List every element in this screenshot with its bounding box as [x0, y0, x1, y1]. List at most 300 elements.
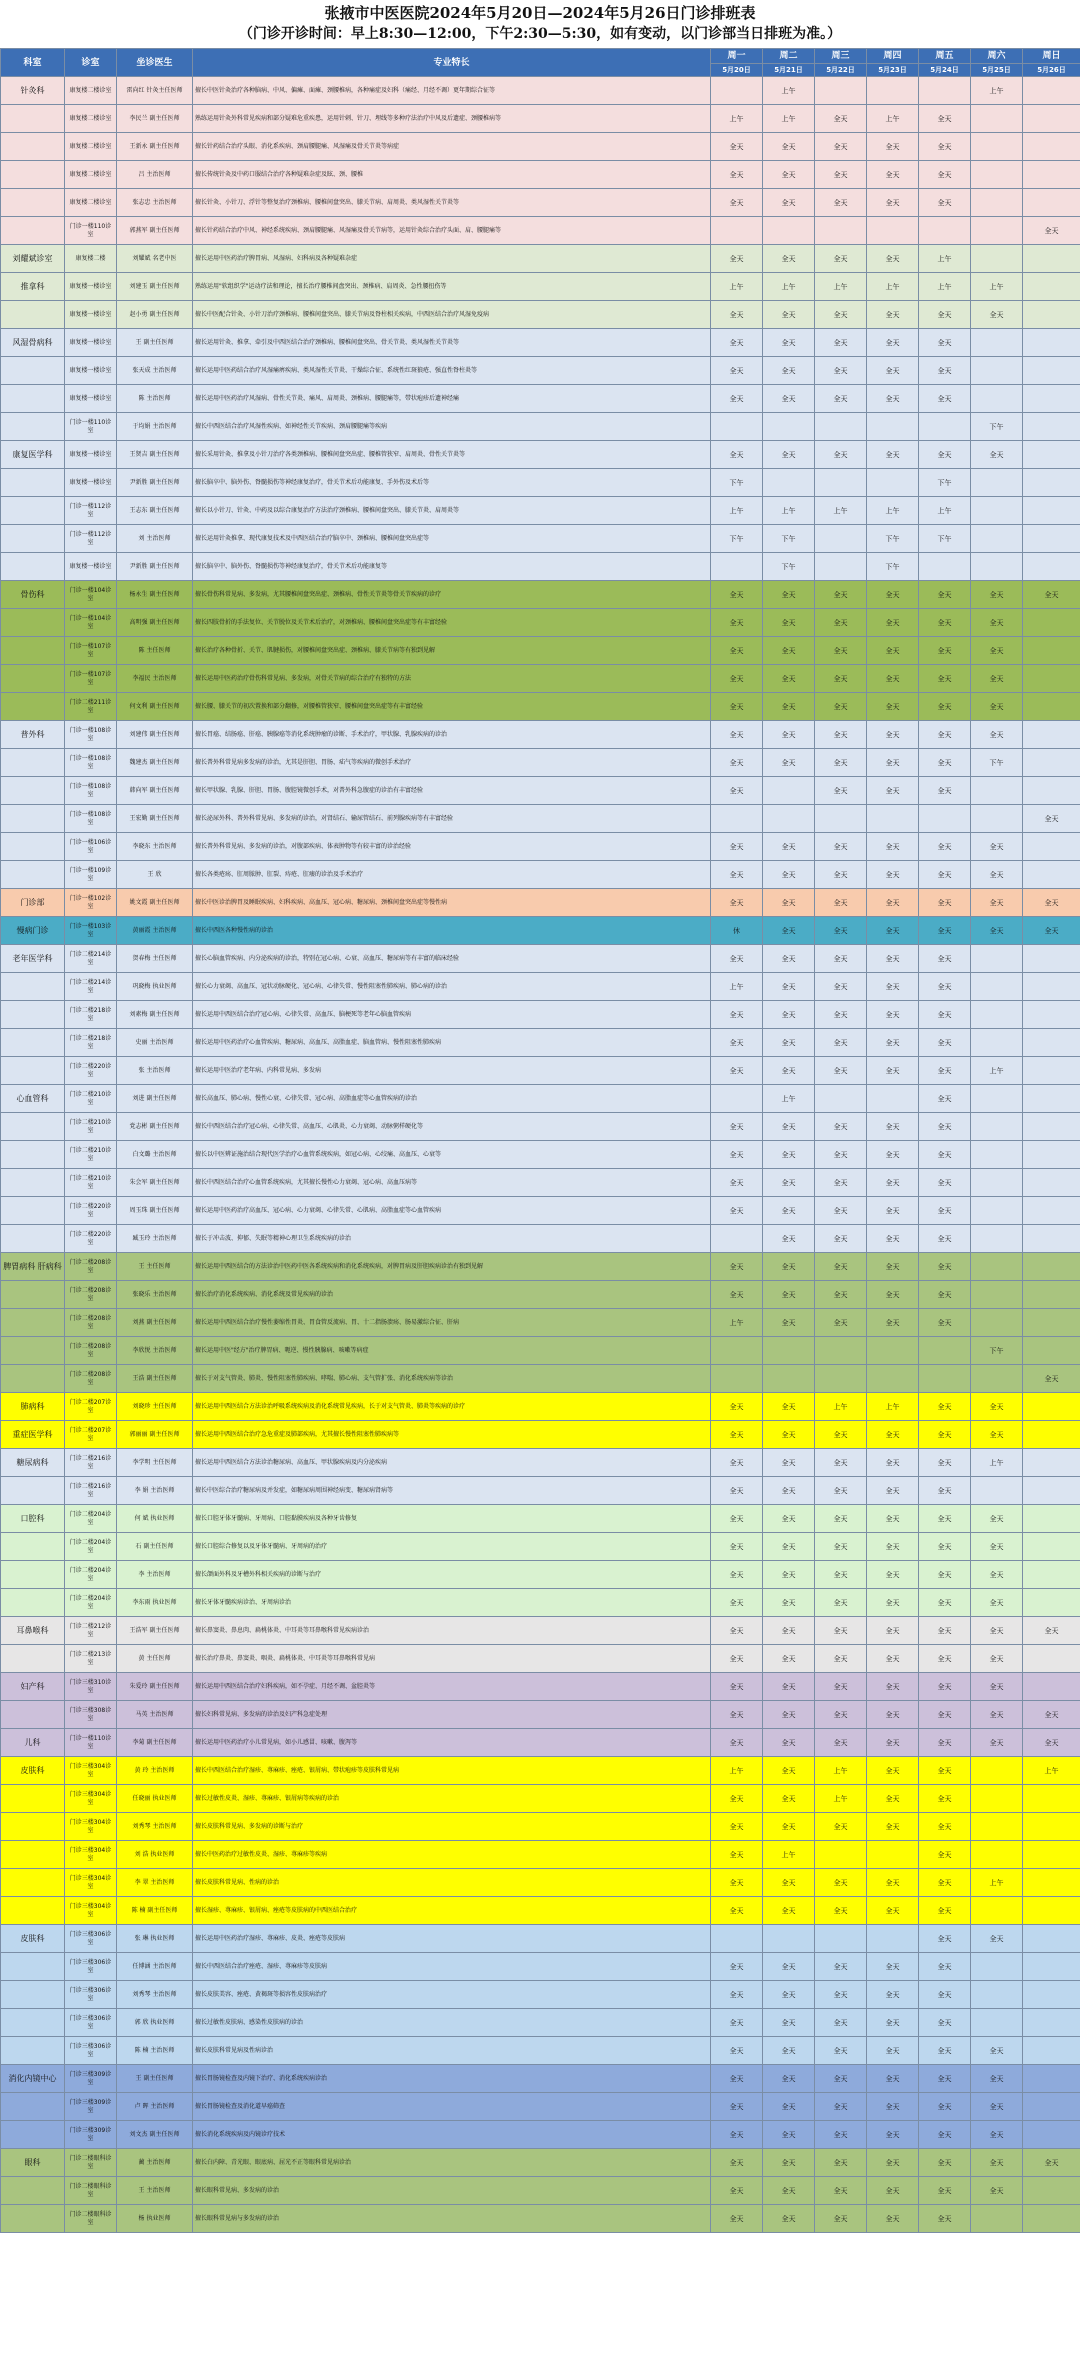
- room-cell: 门诊一楼108诊室: [65, 777, 117, 805]
- schedule-cell: [1023, 1029, 1080, 1057]
- schedule-cell: [815, 525, 867, 553]
- doctor-cell: 任博涵 主治医师: [117, 1953, 193, 1981]
- schedule-cell: 全天: [815, 1001, 867, 1029]
- schedule-cell: 全天: [711, 945, 763, 973]
- dept-cell: 口腔科: [1, 1505, 65, 1533]
- schedule-cell: 全天: [763, 1785, 815, 1813]
- schedule-cell: 全天: [815, 1421, 867, 1449]
- schedule-cell: [971, 1953, 1023, 1981]
- header-date: 5月26日: [1023, 64, 1080, 77]
- specialty-cell: 擅长以中医辨证施治结合现代医学治疗心血管系统疾病，如冠心病、心绞痛、高血压、心衰等: [193, 1141, 711, 1169]
- schedule-cell: 全天: [815, 1169, 867, 1197]
- doctor-cell: 王浩 副主任医师: [117, 1365, 193, 1393]
- room-cell: 康复楼一楼诊室: [65, 469, 117, 497]
- room-cell: 门诊三楼304诊室: [65, 1841, 117, 1869]
- schedule-cell: 全天: [919, 2205, 971, 2233]
- doctor-cell: 王 主治医师: [117, 2177, 193, 2205]
- header-weekday: 周日: [1023, 49, 1080, 64]
- specialty-cell: 擅长于对支气管炎、肺炎、慢性阻塞性肺疾病、哮喘、肺心病、支气管扩张、消化系统疾病等诊治: [193, 1365, 711, 1393]
- page-header: [0, 0, 1080, 48]
- schedule-cell: [1023, 1953, 1080, 1981]
- table-row: [1, 1925, 1080, 1953]
- table-row: [1, 1449, 1080, 1477]
- schedule-cell: 全天: [763, 693, 815, 721]
- room-cell: 门诊二楼204诊室: [65, 1533, 117, 1561]
- schedule-cell: [1023, 1925, 1080, 1953]
- schedule-cell: 全天: [919, 1841, 971, 1869]
- schedule-cell: 全天: [919, 1169, 971, 1197]
- table-row: [1, 1225, 1080, 1253]
- schedule-cell: [763, 1337, 815, 1365]
- schedule-cell: 全天: [711, 581, 763, 609]
- room-cell: 门诊三楼306诊室: [65, 1953, 117, 1981]
- header-weekday: 周二: [763, 49, 815, 64]
- schedule-cell: [971, 805, 1023, 833]
- schedule-cell: [919, 553, 971, 581]
- schedule-cell: [763, 469, 815, 497]
- schedule-cell: 全天: [919, 357, 971, 385]
- schedule-cell: [971, 161, 1023, 189]
- schedule-cell: 全天: [815, 581, 867, 609]
- schedule-cell: [1023, 1393, 1080, 1421]
- specialty-cell: 擅长运用中西医结合治疗急危重症及肺部疾病，尤其擅长慢性阻塞性肺疾病等: [193, 1421, 711, 1449]
- dept-cell: [1, 1169, 65, 1197]
- schedule-cell: [1023, 1841, 1080, 1869]
- table-row: [1, 553, 1080, 581]
- schedule-cell: 全天: [867, 2093, 919, 2121]
- schedule-cell: 上午: [867, 497, 919, 525]
- doctor-cell: 刘 主治医师: [117, 525, 193, 553]
- specialty-cell: 擅长脑卒中、脑外伤、脊髓损伤等神经康复治疗，骨关节术后功能康复、手外伤及术后等: [193, 469, 711, 497]
- schedule-cell: 全天: [711, 1645, 763, 1673]
- table-row: [1, 1141, 1080, 1169]
- schedule-cell: 全天: [867, 973, 919, 1001]
- schedule-cell: 全天: [919, 1057, 971, 1085]
- schedule-cell: [1023, 1645, 1080, 1673]
- doctor-cell: 雷向红 针灸主任医师: [117, 77, 193, 105]
- room-cell: 门诊二楼218诊室: [65, 1029, 117, 1057]
- schedule-cell: [711, 805, 763, 833]
- schedule-cell: 全天: [867, 1981, 919, 2009]
- schedule-cell: 全天: [763, 161, 815, 189]
- schedule-cell: 全天: [919, 1617, 971, 1645]
- schedule-cell: [1023, 1869, 1080, 1897]
- schedule-cell: 全天: [815, 2205, 867, 2233]
- room-cell: 门诊一楼112诊室: [65, 497, 117, 525]
- schedule-cell: 全天: [711, 1421, 763, 1449]
- schedule-cell: 全天: [763, 1645, 815, 1673]
- table-row: [1, 77, 1080, 105]
- specialty-cell: 擅长普外科常见病、多发病的诊治，对腹部疾病、体表肿物等有较丰富的诊治经验: [193, 833, 711, 861]
- schedule-cell: [919, 413, 971, 441]
- schedule-cell: 上午: [711, 1309, 763, 1337]
- room-cell: 门诊二楼218诊室: [65, 1001, 117, 1029]
- schedule-cell: 全天: [867, 1561, 919, 1589]
- schedule-cell: [815, 469, 867, 497]
- schedule-cell: 全天: [763, 245, 815, 273]
- schedule-cell: [1023, 1477, 1080, 1505]
- schedule-cell: 全天: [711, 861, 763, 889]
- header-weekday: 周三: [815, 49, 867, 64]
- schedule-cell: 全天: [815, 1701, 867, 1729]
- schedule-cell: [1023, 777, 1080, 805]
- schedule-cell: 全天: [919, 917, 971, 945]
- schedule-cell: 全天: [867, 581, 919, 609]
- room-cell: 门诊二楼220诊室: [65, 1057, 117, 1085]
- schedule-cell: 全天: [711, 609, 763, 637]
- schedule-cell: 全天: [763, 301, 815, 329]
- schedule-cell: 全天: [763, 1729, 815, 1757]
- schedule-cell: 全天: [971, 2065, 1023, 2093]
- schedule-cell: [711, 1337, 763, 1365]
- table-row: [1, 805, 1080, 833]
- schedule-cell: [971, 133, 1023, 161]
- schedule-cell: 上午: [867, 1393, 919, 1421]
- room-cell: 门诊三楼306诊室: [65, 2009, 117, 2037]
- schedule-cell: 全天: [867, 1785, 919, 1813]
- dept-cell: 消化内镜中心: [1, 2065, 65, 2093]
- dept-cell: [1, 693, 65, 721]
- dept-cell: [1, 2205, 65, 2233]
- dept-cell: [1, 357, 65, 385]
- schedule-cell: 全天: [711, 1057, 763, 1085]
- schedule-cell: 全天: [763, 917, 815, 945]
- room-cell: 门诊一楼108诊室: [65, 749, 117, 777]
- room-cell: 门诊二楼212诊室: [65, 1617, 117, 1645]
- doctor-cell: 王 副主任医师: [117, 2065, 193, 2093]
- schedule-cell: [711, 217, 763, 245]
- dept-cell: 康复医学科: [1, 441, 65, 469]
- room-cell: 门诊三楼309诊室: [65, 2065, 117, 2093]
- room-cell: 康复楼一楼诊室: [65, 357, 117, 385]
- schedule-cell: [1023, 1561, 1080, 1589]
- schedule-cell: 全天: [919, 1029, 971, 1057]
- schedule-cell: [1023, 2009, 1080, 2037]
- schedule-cell: 全天: [763, 1197, 815, 1225]
- schedule-cell: 全天: [1023, 889, 1080, 917]
- specialty-cell: 擅长以小针刀、针灸、中药及以综合康复治疗方法治疗颈椎病、腰椎间盘突出、膝关节炎、肩周炎等: [193, 497, 711, 525]
- table-row: [1, 1113, 1080, 1141]
- schedule-cell: 全天: [711, 833, 763, 861]
- schedule-cell: 全天: [815, 1225, 867, 1253]
- schedule-cell: 全天: [867, 889, 919, 917]
- room-cell: 门诊三楼304诊室: [65, 1869, 117, 1897]
- schedule-cell: 全天: [815, 301, 867, 329]
- doctor-cell: 赵小勇 副主任医师: [117, 301, 193, 329]
- schedule-cell: 全天: [919, 161, 971, 189]
- table-row: [1, 1701, 1080, 1729]
- doctor-cell: 张 琳 执业医师: [117, 1925, 193, 1953]
- schedule-cell: 全天: [867, 1197, 919, 1225]
- header-weekday: 周五: [919, 49, 971, 64]
- schedule-cell: [711, 1925, 763, 1953]
- room-cell: 门诊二楼210诊室: [65, 1141, 117, 1169]
- table-row: [1, 2177, 1080, 2205]
- table-row: [1, 609, 1080, 637]
- schedule-cell: [971, 1281, 1023, 1309]
- schedule-cell: 全天: [763, 1617, 815, 1645]
- schedule-cell: [1023, 1057, 1080, 1085]
- room-cell: 门诊二楼208诊室: [65, 1281, 117, 1309]
- schedule-cell: 全天: [711, 1169, 763, 1197]
- schedule-cell: 下午: [971, 749, 1023, 777]
- doctor-cell: 张晓乐 主治医师: [117, 1281, 193, 1309]
- schedule-cell: 全天: [711, 161, 763, 189]
- schedule-cell: 全天: [815, 2121, 867, 2149]
- schedule-cell: 全天: [711, 1449, 763, 1477]
- table-row: [1, 525, 1080, 553]
- schedule-cell: 全天: [711, 1981, 763, 2009]
- room-cell: 门诊一楼110诊室: [65, 413, 117, 441]
- schedule-cell: 全天: [711, 1477, 763, 1505]
- table-row: [1, 2149, 1080, 2177]
- schedule-cell: 全天: [867, 637, 919, 665]
- schedule-cell: 全天: [763, 1393, 815, 1421]
- schedule-cell: 全天: [971, 1589, 1023, 1617]
- schedule-cell: [971, 777, 1023, 805]
- schedule-cell: 全天: [763, 1001, 815, 1029]
- schedule-cell: 全天: [815, 1673, 867, 1701]
- room-cell: 门诊二楼213诊室: [65, 1645, 117, 1673]
- table-row: [1, 1253, 1080, 1281]
- schedule-cell: 全天: [867, 2065, 919, 2093]
- table-row: [1, 2065, 1080, 2093]
- schedule-cell: 全天: [919, 189, 971, 217]
- schedule-cell: [711, 1365, 763, 1393]
- doctor-cell: 杨永生 副主任医师: [117, 581, 193, 609]
- doctor-cell: 刘燕 副主任医师: [117, 1309, 193, 1337]
- schedule-cell: 全天: [919, 1281, 971, 1309]
- schedule-cell: 全天: [815, 385, 867, 413]
- schedule-cell: 全天: [867, 1113, 919, 1141]
- doctor-cell: 马英 主治医师: [117, 1701, 193, 1729]
- schedule-cell: 全天: [763, 329, 815, 357]
- schedule-cell: 全天: [919, 2037, 971, 2065]
- schedule-cell: 全天: [711, 1841, 763, 1869]
- table-row: [1, 2009, 1080, 2037]
- doctor-cell: 王 欣: [117, 861, 193, 889]
- room-cell: 门诊二楼216诊室: [65, 1449, 117, 1477]
- schedule-cell: 全天: [815, 1561, 867, 1589]
- dept-cell: 骨伤科: [1, 581, 65, 609]
- schedule-cell: 下午: [971, 413, 1023, 441]
- schedule-cell: 全天: [711, 1253, 763, 1281]
- doctor-cell: 陈 楠 副主任医师: [117, 1897, 193, 1925]
- page-title: 张掖市中医医院2024年5月20日—2024年5月26日门诊排班表: [324, 4, 756, 22]
- room-cell: 门诊三楼310诊室: [65, 1673, 117, 1701]
- schedule-cell: 全天: [711, 1869, 763, 1897]
- schedule-cell: 全天: [711, 693, 763, 721]
- schedule-cell: 全天: [867, 609, 919, 637]
- schedule-cell: 全天: [971, 1617, 1023, 1645]
- schedule-cell: [971, 1001, 1023, 1029]
- schedule-cell: 全天: [763, 1029, 815, 1057]
- specialty-cell: 擅长治疗消化系统疾病、消化系统及常见疾病的诊治: [193, 1281, 711, 1309]
- schedule-cell: 全天: [867, 1953, 919, 1981]
- room-cell: 门诊三楼306诊室: [65, 1925, 117, 1953]
- schedule-cell: 全天: [711, 245, 763, 273]
- schedule-cell: [1023, 1169, 1080, 1197]
- schedule-cell: 全天: [763, 945, 815, 973]
- room-cell: 康复楼二楼诊室: [65, 105, 117, 133]
- table-row: [1, 973, 1080, 1001]
- schedule-cell: 全天: [1023, 1701, 1080, 1729]
- schedule-cell: 全天: [867, 749, 919, 777]
- schedule-cell: 上午: [815, 1757, 867, 1785]
- room-cell: 康复楼二楼诊室: [65, 189, 117, 217]
- dept-cell: 风湿骨病科: [1, 329, 65, 357]
- schedule-cell: [867, 1085, 919, 1113]
- schedule-cell: 全天: [815, 2149, 867, 2177]
- schedule-cell: 全天: [971, 609, 1023, 637]
- schedule-cell: 全天: [763, 1113, 815, 1141]
- schedule-cell: [867, 217, 919, 245]
- dept-cell: [1, 2121, 65, 2149]
- schedule-cell: 全天: [763, 861, 815, 889]
- dept-cell: [1, 973, 65, 1001]
- schedule-cell: 全天: [763, 1953, 815, 1981]
- dept-cell: [1, 1057, 65, 1085]
- schedule-cell: 全天: [763, 1673, 815, 1701]
- room-cell: 康复楼二楼诊室: [65, 161, 117, 189]
- room-cell: 康复楼一楼诊室: [65, 301, 117, 329]
- room-cell: 康复楼二楼: [65, 245, 117, 273]
- dept-cell: [1, 525, 65, 553]
- specialty-cell: 擅长中医药治疗过敏性皮炎、湿疹、荨麻疹等疾病: [193, 1841, 711, 1869]
- schedule-cell: 全天: [919, 833, 971, 861]
- schedule-cell: 全天: [763, 637, 815, 665]
- doctor-cell: 黄 主任医师: [117, 1645, 193, 1673]
- schedule-cell: 全天: [919, 889, 971, 917]
- table-row: [1, 721, 1080, 749]
- schedule-cell: 全天: [763, 2093, 815, 2121]
- specialty-cell: 擅长运用中医药治疗脾胃病、风湿病、妇科病及各种疑难杂症: [193, 245, 711, 273]
- dept-cell: [1, 1001, 65, 1029]
- schedule-cell: [815, 1085, 867, 1113]
- specialty-cell: 擅长皮肤美容、痤疮、黄褐斑等损容性皮肤病治疗: [193, 1981, 711, 2009]
- schedule-cell: 全天: [867, 329, 919, 357]
- dept-cell: [1, 665, 65, 693]
- table-row: [1, 385, 1080, 413]
- table-row: [1, 1309, 1080, 1337]
- table-row: [1, 1729, 1080, 1757]
- schedule-cell: 全天: [867, 2177, 919, 2205]
- room-cell: 门诊二楼210诊室: [65, 1113, 117, 1141]
- table-row: [1, 777, 1080, 805]
- schedule-cell: 全天: [763, 1813, 815, 1841]
- schedule-cell: 全天: [763, 1253, 815, 1281]
- schedule-cell: [1023, 1505, 1080, 1533]
- doctor-cell: 巩晓梅 执业医师: [117, 973, 193, 1001]
- schedule-cell: 全天: [971, 2177, 1023, 2205]
- table-row: [1, 1001, 1080, 1029]
- room-cell: 康复楼二楼诊室: [65, 77, 117, 105]
- schedule-cell: 全天: [919, 665, 971, 693]
- schedule-cell: [1023, 2065, 1080, 2093]
- schedule-cell: [1023, 833, 1080, 861]
- schedule-cell: 全天: [919, 1533, 971, 1561]
- schedule-cell: 上午: [919, 245, 971, 273]
- schedule-cell: 全天: [867, 1589, 919, 1617]
- room-cell: 门诊二楼214诊室: [65, 973, 117, 1001]
- room-cell: 门诊二楼208诊室: [65, 1309, 117, 1337]
- header-weekday: 周四: [867, 49, 919, 64]
- schedule-cell: 全天: [711, 749, 763, 777]
- room-cell: 门诊三楼309诊室: [65, 2121, 117, 2149]
- schedule-cell: 全天: [867, 1617, 919, 1645]
- schedule-cell: [1023, 1113, 1080, 1141]
- specialty-cell: 擅长运用中西医结合治疗冠心病、心律失常、高血压、脑梗死等老年心脑血管疾病: [193, 1001, 711, 1029]
- doctor-cell: 姚文霞 副主任医师: [117, 889, 193, 917]
- doctor-cell: 黄 玲 主治医师: [117, 1757, 193, 1785]
- schedule-cell: [1023, 525, 1080, 553]
- schedule-cell: 全天: [815, 133, 867, 161]
- dept-cell: [1, 497, 65, 525]
- schedule-cell: [971, 1085, 1023, 1113]
- dept-cell: 心血管科: [1, 1085, 65, 1113]
- schedule-cell: [1023, 2177, 1080, 2205]
- schedule-cell: 全天: [867, 861, 919, 889]
- schedule-cell: 全天: [763, 357, 815, 385]
- schedule-cell: 全天: [919, 861, 971, 889]
- schedule-cell: 全天: [867, 777, 919, 805]
- schedule-cell: 全天: [971, 301, 1023, 329]
- table-row: [1, 1421, 1080, 1449]
- dept-cell: [1, 189, 65, 217]
- schedule-cell: [1023, 1673, 1080, 1701]
- schedule-cell: 全天: [919, 2009, 971, 2037]
- schedule-cell: 全天: [867, 1673, 919, 1701]
- specialty-cell: 擅长牙体牙髓疾病诊治、牙周病诊治: [193, 1589, 711, 1617]
- schedule-cell: [1023, 1813, 1080, 1841]
- schedule-cell: [971, 217, 1023, 245]
- room-cell: 门诊二楼220诊室: [65, 1197, 117, 1225]
- specialty-cell: 擅长运用针灸推拿、现代康复技术及中西医结合治疗脑卒中、颈椎病、腰椎间盘突出症等: [193, 525, 711, 553]
- doctor-cell: 郭燕军 副主任医师: [117, 217, 193, 245]
- schedule-cell: 全天: [971, 693, 1023, 721]
- schedule-cell: 休: [711, 917, 763, 945]
- header-date: 5月20日: [711, 64, 763, 77]
- schedule-cell: 全天: [711, 1393, 763, 1421]
- header-date: 5月21日: [763, 64, 815, 77]
- dept-cell: [1, 217, 65, 245]
- schedule-cell: [867, 413, 919, 441]
- dept-cell: [1, 637, 65, 665]
- schedule-cell: 全天: [971, 833, 1023, 861]
- schedule-cell: 全天: [815, 245, 867, 273]
- schedule-cell: 全天: [867, 2009, 919, 2037]
- table-row: [1, 693, 1080, 721]
- schedule-cell: 全天: [971, 581, 1023, 609]
- schedule-cell: [971, 1365, 1023, 1393]
- room-cell: 门诊二楼207诊室: [65, 1421, 117, 1449]
- doctor-cell: 王志东 副主任医师: [117, 497, 193, 525]
- schedule-cell: 全天: [971, 917, 1023, 945]
- table-row: [1, 441, 1080, 469]
- doctor-cell: 黄丽霞 主治医师: [117, 917, 193, 945]
- schedule-cell: 全天: [919, 1141, 971, 1169]
- schedule-cell: 全天: [815, 609, 867, 637]
- schedule-cell: 全天: [919, 581, 971, 609]
- specialty-cell: 擅长治疗鼻炎、鼻窦炎、咽炎、扁桃体炎、中耳炎等耳鼻喉科常见病: [193, 1645, 711, 1673]
- table-row: [1, 1757, 1080, 1785]
- schedule-cell: 下午: [763, 553, 815, 581]
- schedule-cell: 全天: [971, 2093, 1023, 2121]
- schedule-cell: 全天: [867, 357, 919, 385]
- specialty-cell: 擅长胃肠镜检查及内镜下治疗、消化系统疾病诊治: [193, 2065, 711, 2093]
- specialty-cell: 擅长眼科常见病与多发病的诊治: [193, 2205, 711, 2233]
- schedule-cell: 全天: [711, 1589, 763, 1617]
